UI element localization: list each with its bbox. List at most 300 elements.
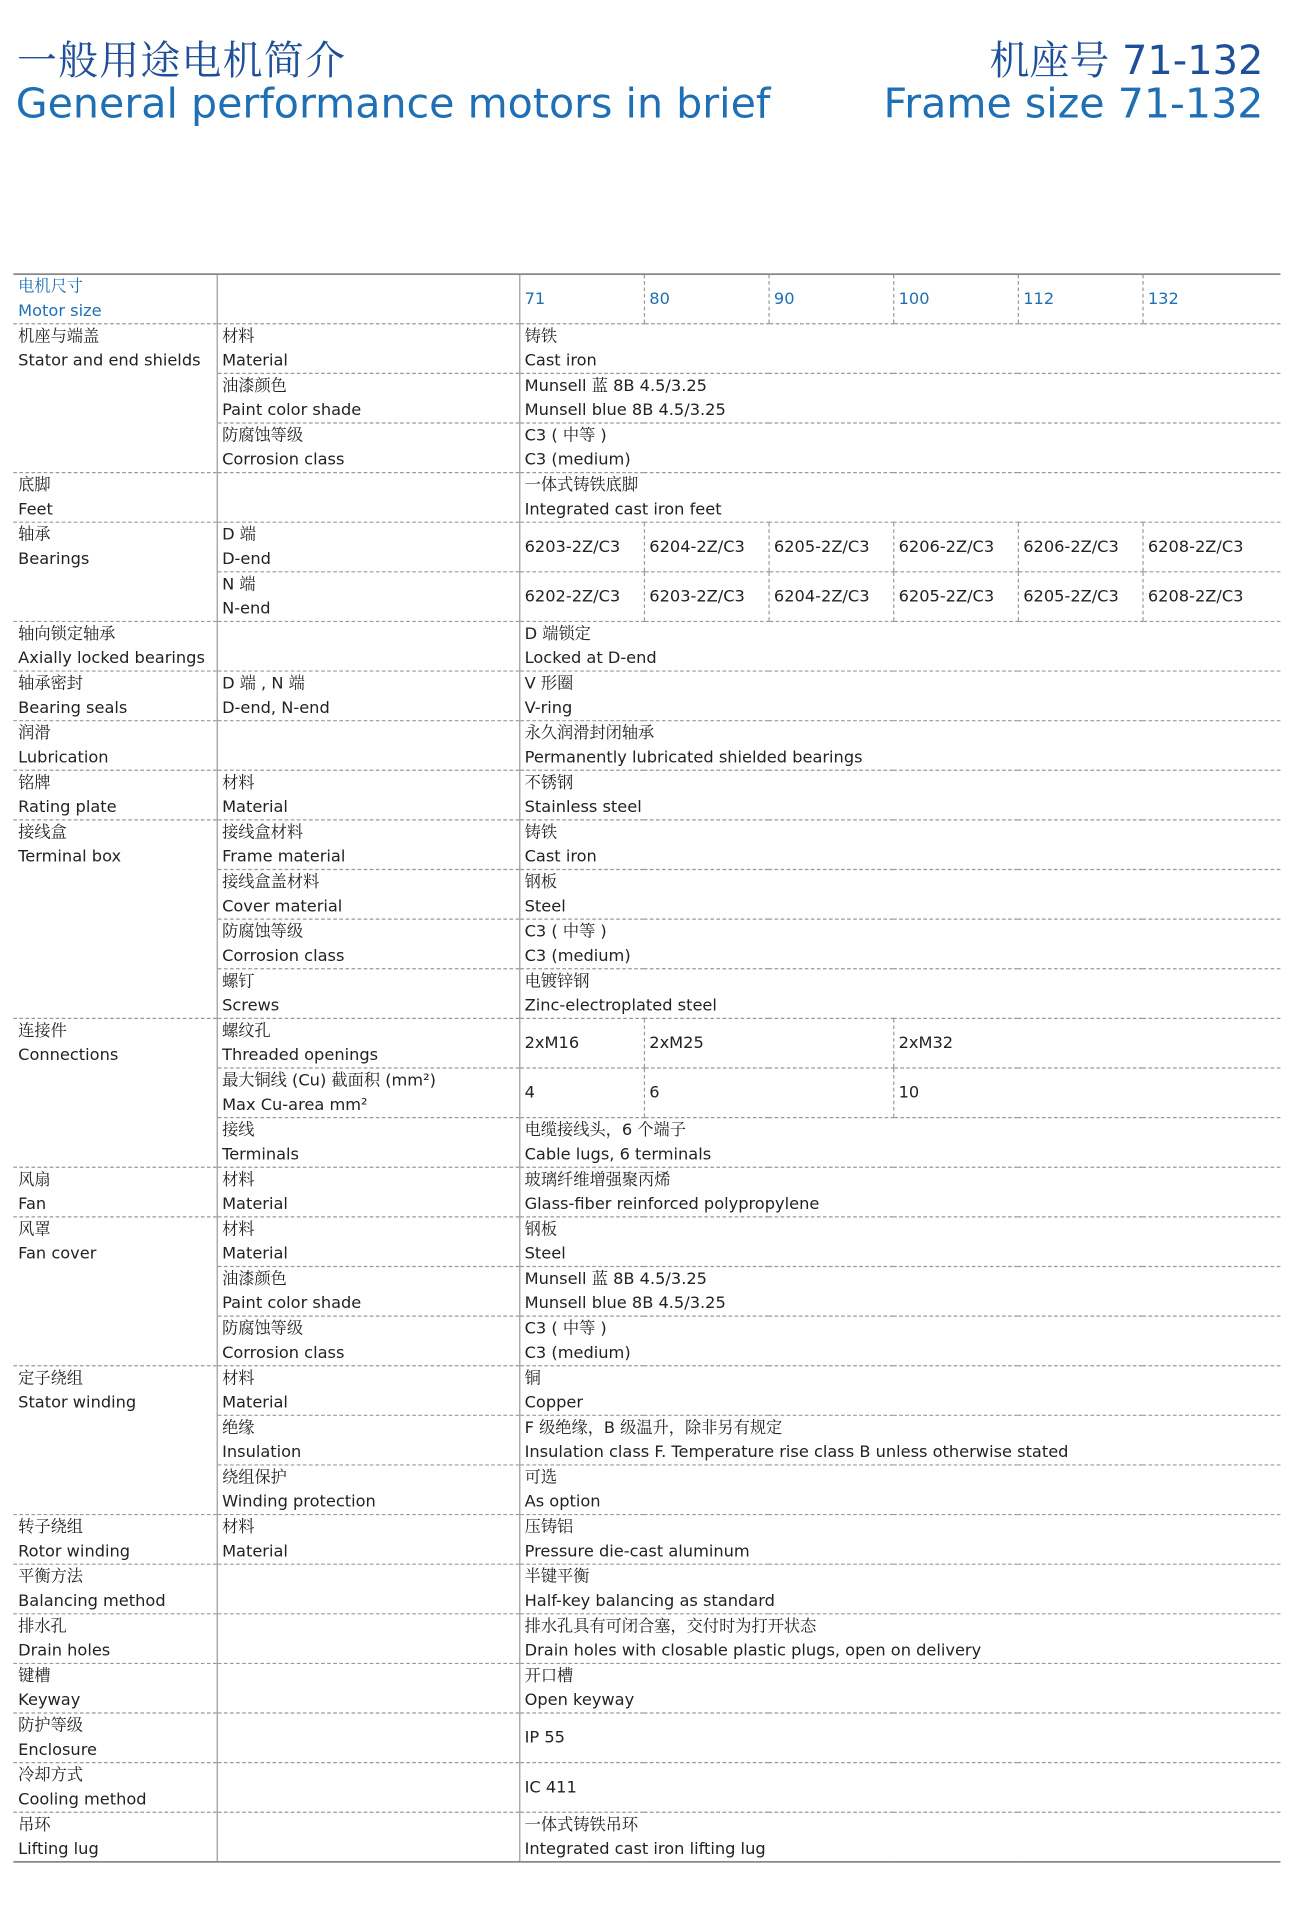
- group-cn: 冷却方式: [18, 1766, 83, 1786]
- bearing-value: 6206-2Z/C3: [898, 538, 995, 557]
- conn-value: 10: [898, 1084, 920, 1103]
- bearing-cell: [519, 522, 644, 572]
- value-cell: [519, 1515, 1280, 1565]
- sub-label: [217, 770, 520, 820]
- table-row: [13, 1713, 1280, 1763]
- value-cn: F 级绝缘，B 级温升，除非另有规定: [524, 1419, 783, 1438]
- bearing-cell: [1018, 572, 1143, 622]
- value-cn: 电镀锌钢: [524, 973, 590, 992]
- table-row: [13, 324, 1280, 374]
- value-cn: Munsell 蓝 8B 4.5/3.25: [524, 1270, 707, 1289]
- bearing-value: 6205-2Z/C3: [773, 538, 870, 557]
- group-en: Keyway: [18, 1691, 81, 1710]
- sub-label: [217, 1763, 520, 1813]
- value-cn: 可选: [524, 1469, 558, 1488]
- group-label: [13, 1812, 216, 1862]
- group-cn: 铭牌: [18, 774, 51, 793]
- frame-size-value: 90: [773, 290, 795, 309]
- sub-cn: 油漆颜色: [222, 1270, 287, 1289]
- sub-cn: 绝缘: [222, 1419, 255, 1438]
- bearing-cell: [768, 572, 893, 622]
- conn-cell: [519, 1018, 644, 1068]
- bearing-cell: [644, 572, 769, 622]
- value-en: Cast iron: [524, 847, 597, 866]
- value-cell: [519, 1812, 1280, 1862]
- bearing-cell: [1142, 572, 1280, 622]
- sub-en: Winding protection: [222, 1492, 376, 1511]
- sub-cn: 最大铜线 (Cu) 截面积 (mm²): [222, 1072, 436, 1091]
- sub-en: Material: [222, 1195, 288, 1214]
- sub-label: [217, 1266, 520, 1316]
- sub-cn: 接线盒材料: [222, 824, 304, 843]
- table-row: [13, 1515, 1280, 1565]
- sub-cn: 接线: [222, 1121, 255, 1141]
- table-row: [13, 522, 1280, 572]
- sub-en: Cover material: [222, 897, 343, 916]
- value-en: Locked at D-end: [524, 649, 657, 668]
- group-label: [13, 621, 216, 671]
- value-en: Permanently lubricated shielded bearings: [524, 748, 863, 767]
- group-label: [13, 324, 216, 374]
- frame-size-value: 80: [649, 290, 670, 309]
- conn-cell: [893, 1018, 1280, 1068]
- value-cell: [519, 324, 1280, 374]
- group-en: Fan: [18, 1195, 47, 1214]
- sub-en: Material: [222, 798, 288, 817]
- conn-cell: [893, 1068, 1280, 1118]
- value-cell: [519, 671, 1280, 721]
- table-row: [13, 919, 1280, 969]
- group-blank: [13, 1465, 216, 1515]
- group-cn: 定子绕组: [18, 1369, 83, 1389]
- sub-label: [217, 721, 520, 771]
- page-title-en: General performance motors in brief: [15, 79, 771, 129]
- value-en: Steel: [524, 1244, 566, 1263]
- bearing-value: 6203-2Z/C3: [524, 538, 621, 557]
- table-row: [13, 721, 1280, 771]
- value-single: IC 411: [524, 1778, 577, 1797]
- value-cn: 钢板: [524, 873, 558, 892]
- table-row: [13, 820, 1280, 870]
- group-en: Fan cover: [18, 1244, 97, 1263]
- sub-cn: 材料: [222, 1518, 255, 1537]
- value-cell: [519, 1663, 1280, 1713]
- value-en: Glass-fiber reinforced polypropylene: [524, 1195, 820, 1214]
- group-cn: 接线盒: [18, 824, 67, 843]
- group-cn: 轴承密封: [18, 675, 83, 694]
- value-en: Integrated cast iron feet: [524, 500, 722, 519]
- value-cn: 玻璃纤维增强聚丙烯: [524, 1171, 671, 1190]
- table-row: [13, 621, 1280, 671]
- value-cell: [519, 1167, 1280, 1217]
- value-cn: 不锈钢: [524, 774, 574, 793]
- sub-en: Corrosion class: [222, 450, 345, 469]
- frame-size-value: 112: [1023, 290, 1055, 309]
- group-blank: [13, 1068, 216, 1118]
- value-cn: 永久润滑封闭轴承: [524, 724, 655, 744]
- value-cell: [519, 1564, 1280, 1614]
- bearing-cell: [893, 572, 1018, 622]
- table-row: [13, 1018, 1280, 1068]
- sub-label: [217, 423, 520, 473]
- value-cell: [519, 473, 1280, 523]
- group-cn: 吊环: [18, 1816, 51, 1835]
- value-cell: [519, 1763, 1280, 1813]
- value-cell: [519, 1217, 1280, 1267]
- table-row: [13, 1564, 1280, 1614]
- group-blank: [13, 1415, 216, 1465]
- group-label: [13, 473, 216, 523]
- group-label: [13, 1763, 216, 1813]
- value-cn: C3 ( 中等 ): [524, 923, 607, 942]
- table-row: [13, 1663, 1280, 1713]
- sub-cn: 接线盒盖材料: [222, 873, 320, 892]
- sub-label: [217, 820, 520, 870]
- sub-en: Insulation: [222, 1443, 302, 1462]
- group-cn: 排水孔: [18, 1618, 67, 1637]
- sub-en: Frame material: [222, 847, 346, 866]
- group-cn: 轴向锁定轴承: [18, 625, 116, 644]
- value-en: C3 (medium): [524, 1343, 631, 1363]
- group-blank: [13, 1316, 216, 1366]
- sub-en: Threaded openings: [222, 1046, 379, 1065]
- value-cell: [519, 870, 1280, 920]
- group-label: [13, 671, 216, 721]
- sub-en: Corrosion class: [222, 946, 345, 966]
- bearing-cell: [768, 522, 893, 572]
- group-blank: [13, 572, 216, 622]
- sub-cn: D 端 , N 端: [222, 675, 305, 694]
- sub-cn: 材料: [222, 327, 255, 347]
- sub-label: [217, 1713, 520, 1763]
- page-title-cn: 一般用途电机简介: [16, 36, 347, 84]
- value-cell: [519, 423, 1280, 473]
- frame-size-col: [1142, 274, 1280, 324]
- bearing-value: 6203-2Z/C3: [649, 587, 745, 607]
- sub-en: D-end, N-end: [222, 698, 330, 718]
- table-row: [13, 572, 1280, 622]
- table-row: [13, 671, 1280, 721]
- group-cn: 机座与端盖: [18, 327, 100, 347]
- value-cn: 压铸铝: [524, 1518, 574, 1537]
- table-row: [13, 473, 1280, 523]
- group-en: Feet: [18, 500, 53, 519]
- value-cell: [519, 1465, 1280, 1515]
- value-cn: 钢板: [524, 1221, 558, 1240]
- group-cn: 键槽: [18, 1667, 51, 1686]
- sub-label: [217, 1217, 520, 1267]
- value-en: Cast iron: [524, 351, 597, 370]
- table-row: [13, 969, 1280, 1019]
- value-cn: 半键平衡: [524, 1568, 590, 1587]
- group-label: [13, 522, 216, 572]
- sub-label: [217, 1366, 520, 1416]
- sub-label: [217, 1663, 520, 1713]
- group-label: [13, 1217, 216, 1267]
- frame-size-col: [893, 274, 1018, 324]
- value-cell: [519, 1366, 1280, 1416]
- sub-en: Paint color shade: [222, 401, 362, 420]
- group-label: [13, 1713, 216, 1763]
- group-en: Bearings: [18, 550, 90, 569]
- bearing-value: 6204-2Z/C3: [773, 587, 870, 607]
- value-cn: 铜: [524, 1369, 541, 1389]
- group-blank: [13, 1266, 216, 1316]
- bearing-value: 6202-2Z/C3: [524, 587, 621, 607]
- value-en: Half-key balancing as standard: [524, 1592, 775, 1611]
- value-cell: [519, 1614, 1280, 1664]
- table-row: [13, 1068, 1280, 1118]
- sub-label: [217, 1068, 520, 1118]
- bearing-cell: [1142, 522, 1280, 572]
- sub-label: [217, 1465, 520, 1515]
- bearing-value: 6208-2Z/C3: [1147, 587, 1244, 607]
- frame-size-col: [1018, 274, 1143, 324]
- group-en: Rating plate: [18, 798, 117, 817]
- group-en: Bearing seals: [18, 698, 128, 718]
- group-cn: 平衡方法: [18, 1568, 83, 1587]
- sub-en: Max Cu-area mm²: [222, 1095, 368, 1114]
- group-cn: 底脚: [18, 476, 51, 495]
- table-row: [13, 1366, 1280, 1416]
- conn-cell: [644, 1018, 893, 1068]
- conn-value: 2xM16: [524, 1034, 580, 1053]
- table-header-row: [13, 274, 1280, 324]
- motor-size-cn: 电机尺寸: [18, 278, 83, 297]
- bearing-value: 6205-2Z/C3: [898, 587, 995, 607]
- conn-value: 4: [524, 1084, 535, 1103]
- group-blank: [13, 1118, 216, 1168]
- sub-cn: 绕组保护: [222, 1469, 287, 1488]
- group-cn: 转子绕组: [18, 1518, 83, 1537]
- value-cn: 排水孔具有可闭合塞，交付时为打开状态: [524, 1618, 817, 1637]
- sub-cn: 材料: [222, 774, 255, 793]
- sub-label: [217, 1018, 520, 1068]
- group-en: Rotor winding: [18, 1542, 131, 1561]
- value-en: Munsell blue 8B 4.5/3.25: [524, 1294, 726, 1313]
- table-row: [13, 1167, 1280, 1217]
- sub-label: [217, 1118, 520, 1168]
- value-cell: [519, 373, 1280, 423]
- value-cell: [519, 969, 1280, 1019]
- sub-en: Paint color shade: [222, 1294, 362, 1313]
- group-en: Lubrication: [18, 748, 109, 767]
- table-row: [13, 1812, 1280, 1862]
- conn-value: 6: [649, 1084, 660, 1103]
- header-blank: [217, 274, 520, 324]
- value-cn: 一体式铸铁底脚: [524, 476, 639, 495]
- sub-en: Corrosion class: [222, 1343, 345, 1363]
- group-cn: 风罩: [18, 1221, 51, 1240]
- value-en: Zinc-electroplated steel: [524, 996, 717, 1015]
- group-label: [13, 721, 216, 771]
- sub-label: [217, 373, 520, 423]
- value-en: Insulation class F. Temperature rise class B unless otherwise stated: [524, 1443, 1069, 1462]
- frame-size-col: [644, 274, 769, 324]
- sub-cn: 油漆颜色: [222, 377, 287, 396]
- group-blank: [13, 423, 216, 473]
- bearing-cell: [519, 572, 644, 622]
- bearing-value: 6206-2Z/C3: [1023, 538, 1119, 557]
- spec-table: [13, 274, 1280, 1863]
- value-cell: [519, 1316, 1280, 1366]
- group-label: [13, 1614, 216, 1664]
- group-blank: [13, 969, 216, 1019]
- value-en: Pressure die-cast aluminum: [524, 1542, 750, 1561]
- value-cn: V 形圈: [524, 675, 574, 694]
- table-row: [13, 373, 1280, 423]
- value-en: Stainless steel: [524, 798, 642, 817]
- group-en: Enclosure: [18, 1740, 97, 1760]
- frame-size-value: 71: [524, 290, 546, 309]
- group-label: [13, 1515, 216, 1565]
- table-row: [13, 1316, 1280, 1366]
- frame-size-col: [768, 274, 893, 324]
- group-en: Stator and end shields: [18, 351, 201, 370]
- sub-label: [217, 919, 520, 969]
- group-label: [13, 770, 216, 820]
- group-cn: 风扇: [18, 1171, 51, 1190]
- value-en: Munsell blue 8B 4.5/3.25: [524, 401, 726, 420]
- value-cn: C3 ( 中等 ): [524, 427, 607, 446]
- frame-size-cn: 机座号 71-132: [989, 36, 1264, 84]
- sub-cn: 防腐蚀等级: [222, 923, 304, 942]
- value-cn: 一体式铸铁吊环: [524, 1816, 639, 1835]
- table-row: [13, 1465, 1280, 1515]
- value-en: V-ring: [524, 698, 573, 718]
- sub-label: [217, 1316, 520, 1366]
- frame-size-col: [519, 274, 644, 324]
- motor-size-en: Motor size: [18, 301, 102, 321]
- conn-cell: [519, 1068, 644, 1118]
- group-en: Stator winding: [18, 1393, 137, 1412]
- sub-cn: 防腐蚀等级: [222, 427, 304, 446]
- group-en: Cooling method: [18, 1790, 147, 1809]
- group-label: [13, 820, 216, 870]
- sub-cn: N 端: [222, 576, 256, 595]
- sub-label: [217, 671, 520, 721]
- value-cell: [519, 1713, 1280, 1763]
- group-en: Terminal box: [18, 847, 122, 866]
- value-en: C3 (medium): [524, 450, 631, 469]
- conn-value: 2xM25: [649, 1034, 704, 1053]
- sub-en: D-end: [222, 550, 271, 569]
- frame-size-en: Frame size 71-132: [883, 79, 1264, 129]
- value-cell: [519, 1118, 1280, 1168]
- value-en: Copper: [524, 1393, 584, 1412]
- group-en: Balancing method: [18, 1592, 166, 1611]
- value-cn: C3 ( 中等 ): [524, 1320, 607, 1339]
- group-cn: 连接件: [18, 1022, 67, 1041]
- group-blank: [13, 870, 216, 920]
- group-label: [13, 1564, 216, 1614]
- frame-size-value: 132: [1147, 290, 1179, 309]
- group-cn: 润滑: [18, 724, 51, 744]
- sub-cn: D 端: [222, 526, 256, 545]
- table-row: [13, 1217, 1280, 1267]
- table-row: [13, 1118, 1280, 1168]
- sub-label: [217, 572, 520, 622]
- sub-en: Material: [222, 1244, 288, 1263]
- table-row: [13, 770, 1280, 820]
- sub-en: Material: [222, 1393, 288, 1412]
- group-label: [13, 1167, 216, 1217]
- group-en: Connections: [18, 1046, 119, 1065]
- group-cn: 防护等级: [18, 1717, 83, 1736]
- value-cell: [519, 621, 1280, 671]
- sub-en: Material: [222, 351, 288, 370]
- sub-en: Material: [222, 1542, 288, 1561]
- sub-label: [217, 1564, 520, 1614]
- table-row: [13, 1415, 1280, 1465]
- table-row: [13, 1266, 1280, 1316]
- table-row: [13, 1614, 1280, 1664]
- value-en: Integrated cast iron lifting lug: [524, 1840, 766, 1859]
- bearing-cell: [644, 522, 769, 572]
- bearing-value: 6205-2Z/C3: [1023, 587, 1119, 607]
- sub-label: [217, 324, 520, 374]
- group-label: [13, 1018, 216, 1068]
- value-en: As option: [524, 1492, 601, 1511]
- sub-label: [217, 522, 520, 572]
- group-cn: 轴承: [18, 526, 51, 545]
- sub-en: Screws: [222, 996, 280, 1015]
- value-cell: [519, 770, 1280, 820]
- value-cn: 铸铁: [524, 824, 558, 843]
- sub-label: [217, 1167, 520, 1217]
- value-en: Steel: [524, 897, 566, 916]
- sub-label: [217, 1614, 520, 1664]
- group-en: Axially locked bearings: [18, 649, 205, 668]
- sub-label: [217, 1515, 520, 1565]
- sub-en: Terminals: [222, 1145, 300, 1164]
- value-cn: 电缆接线头，6 个端子: [524, 1121, 686, 1141]
- value-cn: 开口槽: [524, 1667, 574, 1686]
- sub-label: [217, 1415, 520, 1465]
- sub-label: [217, 621, 520, 671]
- sub-label: [217, 1812, 520, 1862]
- value-en: Drain holes with closable plastic plugs, open on delivery: [524, 1641, 982, 1660]
- value-single: IP 55: [524, 1729, 565, 1748]
- value-cell: [519, 820, 1280, 870]
- table-row: [13, 423, 1280, 473]
- sub-cn: 螺钉: [222, 973, 255, 992]
- sub-label: [217, 870, 520, 920]
- bearing-cell: [1018, 522, 1143, 572]
- value-cell: [519, 919, 1280, 969]
- table-row: [13, 1763, 1280, 1813]
- bearing-value: 6204-2Z/C3: [649, 538, 745, 557]
- value-cn: Munsell 蓝 8B 4.5/3.25: [524, 377, 707, 396]
- value-cell: [519, 721, 1280, 771]
- group-blank: [13, 373, 216, 423]
- value-en: Cable lugs, 6 terminals: [524, 1145, 712, 1164]
- sub-cn: 材料: [222, 1369, 255, 1389]
- sub-cn: 材料: [222, 1171, 255, 1190]
- conn-value: 2xM32: [898, 1034, 954, 1053]
- group-en: Drain holes: [18, 1641, 111, 1660]
- group-label: [13, 1663, 216, 1713]
- value-cn: 铸铁: [524, 327, 558, 347]
- sub-label: [217, 969, 520, 1019]
- sub-label: [217, 473, 520, 523]
- sub-cn: 材料: [222, 1221, 255, 1240]
- bearing-value: 6208-2Z/C3: [1147, 538, 1244, 557]
- frame-size-value: 100: [898, 290, 930, 309]
- value-cn: D 端锁定: [524, 625, 591, 644]
- group-blank: [13, 919, 216, 969]
- sub-en: N-end: [222, 599, 271, 618]
